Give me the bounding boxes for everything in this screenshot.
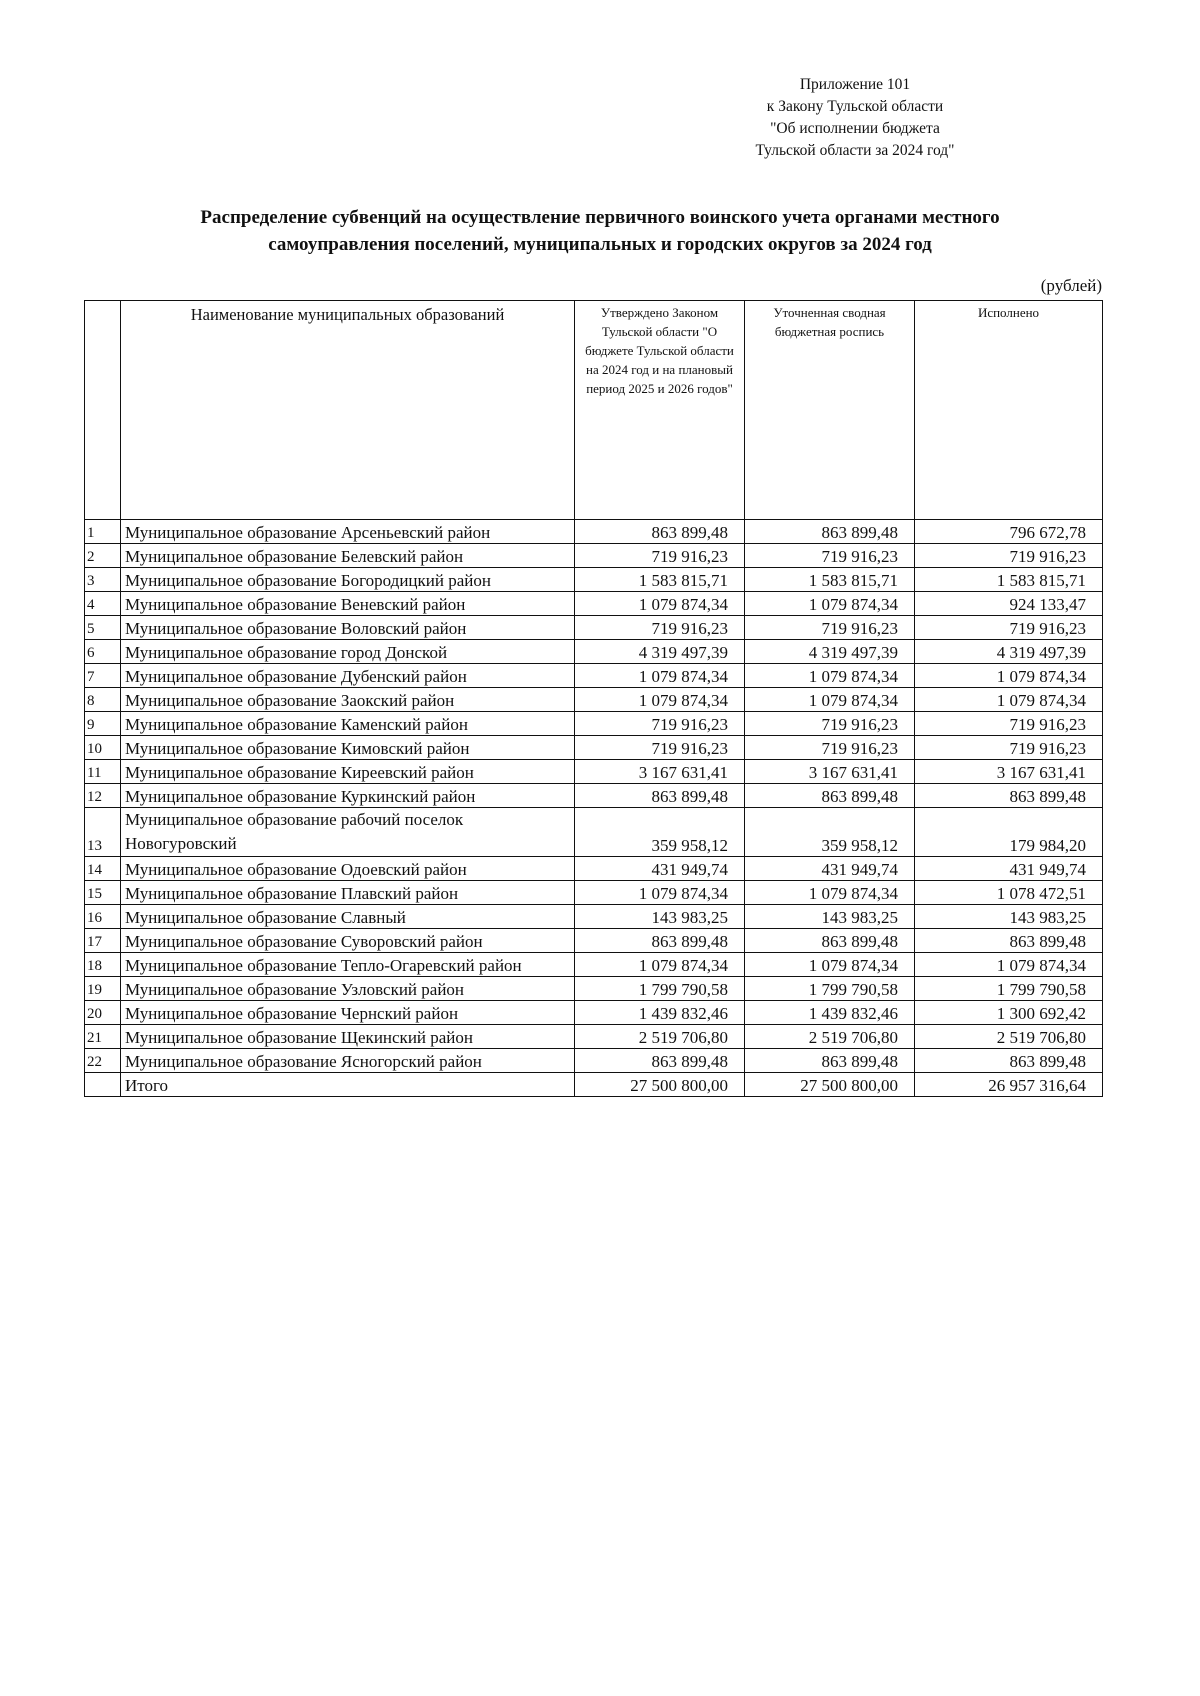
- row-number: 6: [85, 640, 121, 664]
- row-number: 17: [85, 929, 121, 953]
- table-row: [85, 760, 1103, 784]
- row-number: 14: [85, 857, 121, 881]
- table-row: [85, 664, 1103, 688]
- table-row: [85, 736, 1103, 760]
- table-row: [85, 1025, 1103, 1049]
- executed-amount: 2 519 706,80: [915, 1025, 1103, 1049]
- appendix-line: Тульской области за 2024 год": [755, 142, 955, 159]
- approved-amount: 863 899,48: [575, 1049, 745, 1073]
- row-number: 4: [85, 592, 121, 616]
- table-header-row: [85, 301, 1103, 520]
- appendix-line: "Об исполнении бюджета: [770, 120, 940, 137]
- table-row: [85, 520, 1103, 544]
- table-row: [85, 1001, 1103, 1025]
- refined-amount: 3 167 631,41: [745, 760, 915, 784]
- approved-amount: 1 583 815,71: [575, 568, 745, 592]
- executed-amount: 26 957 316,64: [915, 1073, 1103, 1097]
- refined-amount: 431 949,74: [745, 857, 915, 881]
- municipality-name: Муниципальное образование Воловский район: [121, 616, 575, 640]
- municipality-name: Муниципальное образование Узловский район: [121, 977, 575, 1001]
- approved-amount: 1 439 832,46: [575, 1001, 745, 1025]
- row-number: 22: [85, 1049, 121, 1073]
- table-row: [85, 688, 1103, 712]
- approved-amount: 1 079 874,34: [575, 592, 745, 616]
- executed-amount: 143 983,25: [915, 905, 1103, 929]
- municipality-name: Муниципальное образование рабочий поселок Новогуровский: [121, 808, 575, 857]
- refined-amount: 2 519 706,80: [745, 1025, 915, 1049]
- refined-amount: 1 079 874,34: [745, 592, 915, 616]
- executed-amount: 4 319 497,39: [915, 640, 1103, 664]
- table-row: [85, 1049, 1103, 1073]
- row-number: 12: [85, 784, 121, 808]
- municipality-name: Муниципальное образование Белевский район: [121, 544, 575, 568]
- refined-amount: 1 079 874,34: [745, 664, 915, 688]
- executed-amount: 179 984,20: [915, 808, 1103, 857]
- refined-amount: 863 899,48: [745, 929, 915, 953]
- executed-amount: 1 078 472,51: [915, 881, 1103, 905]
- row-number: 8: [85, 688, 121, 712]
- approved-amount: 27 500 800,00: [575, 1073, 745, 1097]
- row-number: 15: [85, 881, 121, 905]
- row-number: 1: [85, 520, 121, 544]
- executed-amount: 863 899,48: [915, 929, 1103, 953]
- refined-amount: 863 899,48: [745, 784, 915, 808]
- executed-amount: 924 133,47: [915, 592, 1103, 616]
- refined-amount: 1 439 832,46: [745, 1001, 915, 1025]
- executed-amount: 431 949,74: [915, 857, 1103, 881]
- approved-amount: 431 949,74: [575, 857, 745, 881]
- executed-amount: 3 167 631,41: [915, 760, 1103, 784]
- approved-amount: 719 916,23: [575, 544, 745, 568]
- row-number: 3: [85, 568, 121, 592]
- row-number: 2: [85, 544, 121, 568]
- header-refined: Уточненная сводная бюджетная роспись: [745, 301, 915, 520]
- municipality-name: Муниципальное образование Киреевский район: [121, 760, 575, 784]
- refined-amount: 719 916,23: [745, 544, 915, 568]
- table-row: [85, 905, 1103, 929]
- header-num: [85, 301, 121, 520]
- row-number: 10: [85, 736, 121, 760]
- refined-amount: 1 079 874,34: [745, 688, 915, 712]
- approved-amount: 863 899,48: [575, 784, 745, 808]
- table-row: [85, 640, 1103, 664]
- approved-amount: 1 799 790,58: [575, 977, 745, 1001]
- header-approved: Утверждено Законом Тульской области "О бюджете Тульской области на 2024 год и на плановый период 2025 и 2026 годов": [575, 301, 745, 520]
- table-row: [85, 857, 1103, 881]
- approved-amount: 863 899,48: [575, 929, 745, 953]
- executed-amount: 1 079 874,34: [915, 688, 1103, 712]
- municipality-name: Муниципальное образование Суворовский район: [121, 929, 575, 953]
- table-row: [85, 881, 1103, 905]
- approved-amount: 1 079 874,34: [575, 688, 745, 712]
- row-number: 11: [85, 760, 121, 784]
- refined-amount: 4 319 497,39: [745, 640, 915, 664]
- executed-amount: 719 916,23: [915, 712, 1103, 736]
- table-row: [85, 616, 1103, 640]
- refined-amount: 1 799 790,58: [745, 977, 915, 1001]
- approved-amount: 4 319 497,39: [575, 640, 745, 664]
- municipality-name: Муниципальное образование Ясногорский район: [121, 1049, 575, 1073]
- approved-amount: 719 916,23: [575, 616, 745, 640]
- executed-amount: 719 916,23: [915, 616, 1103, 640]
- refined-amount: 143 983,25: [745, 905, 915, 929]
- executed-amount: 719 916,23: [915, 736, 1103, 760]
- executed-amount: 1 799 790,58: [915, 977, 1103, 1001]
- approved-amount: 1 079 874,34: [575, 664, 745, 688]
- approved-amount: 2 519 706,80: [575, 1025, 745, 1049]
- row-number: [85, 1073, 121, 1097]
- approved-amount: 1 079 874,34: [575, 953, 745, 977]
- header-name: Наименование муниципальных образований: [121, 301, 575, 520]
- approved-amount: 3 167 631,41: [575, 760, 745, 784]
- units-label: (рублей): [1040, 276, 1102, 295]
- header-executed: Исполнено: [915, 301, 1103, 520]
- approved-amount: 719 916,23: [575, 712, 745, 736]
- table-row: [85, 544, 1103, 568]
- executed-amount: 719 916,23: [915, 544, 1103, 568]
- appendix-line: Приложение 101: [799, 76, 911, 93]
- municipality-name: Муниципальное образование Арсеньевский район: [121, 520, 575, 544]
- executed-amount: 863 899,48: [915, 1049, 1103, 1073]
- refined-amount: 863 899,48: [745, 520, 915, 544]
- municipality-name: Муниципальное образование Каменский район: [121, 712, 575, 736]
- municipality-name: Муниципальное образование Чернский район: [121, 1001, 575, 1025]
- municipality-name: Итого: [121, 1073, 575, 1097]
- table-row: [85, 592, 1103, 616]
- row-number: 19: [85, 977, 121, 1001]
- municipality-name: Муниципальное образование Одоевский район: [121, 857, 575, 881]
- refined-amount: 359 958,12: [745, 808, 915, 857]
- executed-amount: 1 079 874,34: [915, 953, 1103, 977]
- title-line: самоуправления поселений, муниципальных и городских округов за 2024 год: [268, 234, 932, 255]
- approved-amount: 863 899,48: [575, 520, 745, 544]
- row-number: 16: [85, 905, 121, 929]
- refined-amount: 27 500 800,00: [745, 1073, 915, 1097]
- document-title: [120, 204, 1080, 258]
- table-row: [85, 953, 1103, 977]
- municipality-name: Муниципальное образование Заокский район: [121, 688, 575, 712]
- executed-amount: 796 672,78: [915, 520, 1103, 544]
- row-number: 18: [85, 953, 121, 977]
- executed-amount: 1 583 815,71: [915, 568, 1103, 592]
- table-row: [85, 568, 1103, 592]
- executed-amount: 1 300 692,42: [915, 1001, 1103, 1025]
- row-number: 5: [85, 616, 121, 640]
- title-line: Распределение субвенций на осуществление первичного воинского учета органами местного: [200, 207, 1000, 228]
- row-number: 9: [85, 712, 121, 736]
- table-row: [85, 929, 1103, 953]
- refined-amount: 719 916,23: [745, 712, 915, 736]
- municipality-name: Муниципальное образование Куркинский район: [121, 784, 575, 808]
- row-number: 21: [85, 1025, 121, 1049]
- table-row: [85, 784, 1103, 808]
- subventions-table: [84, 300, 1103, 1097]
- municipality-name: Муниципальное образование Дубенский район: [121, 664, 575, 688]
- refined-amount: 863 899,48: [745, 1049, 915, 1073]
- municipality-name: Муниципальное образование Щекинский район: [121, 1025, 575, 1049]
- refined-amount: 1 079 874,34: [745, 953, 915, 977]
- municipality-name: Муниципальное образование город Донской: [121, 640, 575, 664]
- refined-amount: 719 916,23: [745, 616, 915, 640]
- approved-amount: 719 916,23: [575, 736, 745, 760]
- table-total-row: [85, 1073, 1103, 1097]
- refined-amount: 1 583 815,71: [745, 568, 915, 592]
- table-row: [85, 712, 1103, 736]
- approved-amount: 143 983,25: [575, 905, 745, 929]
- approved-amount: 359 958,12: [575, 808, 745, 857]
- row-number: 7: [85, 664, 121, 688]
- appendix-note: [690, 74, 1020, 162]
- row-number: 13: [85, 808, 121, 857]
- executed-amount: 863 899,48: [915, 784, 1103, 808]
- municipality-name: Муниципальное образование Веневский район: [121, 592, 575, 616]
- refined-amount: 719 916,23: [745, 736, 915, 760]
- municipality-name: Муниципальное образование Славный: [121, 905, 575, 929]
- row-number: 20: [85, 1001, 121, 1025]
- table-row: [85, 977, 1103, 1001]
- approved-amount: 1 079 874,34: [575, 881, 745, 905]
- refined-amount: 1 079 874,34: [745, 881, 915, 905]
- executed-amount: 1 079 874,34: [915, 664, 1103, 688]
- appendix-line: к Закону Тульской области: [766, 98, 944, 115]
- table-row: [85, 808, 1103, 857]
- municipality-name: Муниципальное образование Кимовский район: [121, 736, 575, 760]
- municipality-name: Муниципальное образование Плавский район: [121, 881, 575, 905]
- municipality-name: Муниципальное образование Тепло-Огаревский район: [121, 953, 575, 977]
- municipality-name: Муниципальное образование Богородицкий район: [121, 568, 575, 592]
